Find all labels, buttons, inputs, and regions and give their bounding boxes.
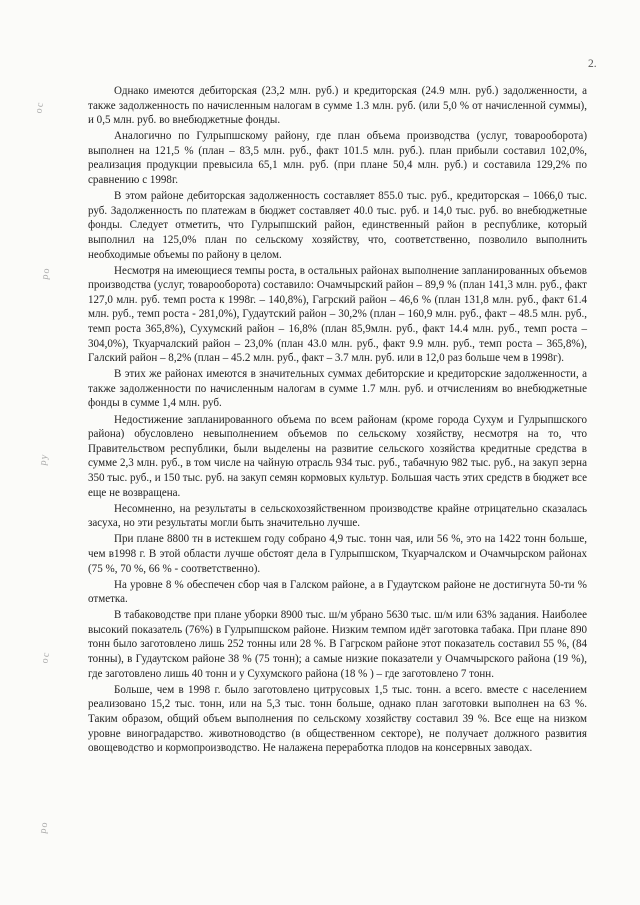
margin-mark: ру xyxy=(37,452,51,467)
page-number: 2. xyxy=(588,58,597,70)
document-body xyxy=(88,84,587,757)
margin-mark: ос xyxy=(39,650,53,665)
paragraph: На уровне 8 % обеспечен сбор чая в Галском районе, а в Гудаутском районе не достигнута 50-ти % отметка. xyxy=(88,578,587,606)
margin-mark: ро xyxy=(37,820,51,835)
paragraph: В этом районе дебиторская задолженность составляет 855.0 тыс. руб., кредиторская – 1066,0 тыс. руб. Задолженность по платежам в бюджет составляет 40.0 тыс. руб. и 14,0 тыс. руб. во внебюджетные фонды. Следует отметить, что Гулрыпшский район, единственный район в республике, который выполнил на 125,0% план по сельскому хозяйству, что, соответственно, позволило выполнить необходимые объемы по району в целом. xyxy=(88,190,587,261)
paragraph: В этих же районах имеются в значительных суммах дебиторские и кредиторские задолженности, а также задолженности по начисленным налогам в сумме 1.7 млн. руб. и отчислениям во внебюджетные фонды в сумме 1,4 млн. руб. xyxy=(88,368,587,410)
margin-mark: ро xyxy=(39,266,53,281)
paragraph: Аналогично по Гулрыпшскому району, где план объема производства (услуг, товарооборота) выполнен на 121,5 % (план – 83,5 млн. руб., факт 101.5 млн. руб.). план прибыли составил 102,0%, реализация продукции превысила 65,1 млн. руб. (при плане 50,4 млн. руб.) и составила 129,2% по сравнению с 1998г. xyxy=(88,130,587,187)
paragraph: Однако имеются дебиторская (23,2 млн. руб.) и кредиторская (24.9 млн. руб.) задолженности, а также задолженность по начисленным налогам в сумме 1.3 млн. руб. (или 5,0 % от начисленной суммы), и 0,5 млн. руб. во внебюджетные фонды. xyxy=(88,85,587,127)
paragraph: При плане 8800 тн в истекшем году собрано 4,9 тыс. тонн чая, или 56 %, это на 1422 тонн больше, чем в1998 г. В этой области лучше обстоят дела в Гулрыпшском, Ткуарчалском и Очамчырском районах (75 %, 70 %, 66 % - соответственно). xyxy=(88,533,587,575)
paragraph: Несомненно, на результаты в сельскохозяйственном производстве крайне отрицательно сказалась засуха, но эти результаты могли быть значительно лучше. xyxy=(88,502,587,530)
paragraph: В табаководстве при плане уборки 8900 тыс. ш/м убрано 5630 тыс. ш/м или 63% задания. Наиболее высокий показатель (76%) в Гулрыпшском районе. Низким темпом идёт заготовка табака. При плане 890 тонн было заготовлено лишь 252 тонны или 28 %. В Гагрском районе этот показатель составил 55 %, (84 тонны), в Гудаутском районе 38 % (75 тонн); а самые низкие показатели у Очамчырского района (19 %), где заготовлено лишь 40 тонн и у Сухумского района (18 % ) – где заготовлено 7 тонн. xyxy=(88,609,587,680)
paragraph: Недостижение запланированного объема по всем районам (кроме города Сухум и Гулрыпшского района) обусловлено невыполнением объемов по сельскому хозяйству, несмотря на то, что Правительством республики, были выделены на развитие сельского хозяйства кредитные средства в сумме 2,3 млн. руб., в том числе на чайную отрасль 934 тыс. руб., табачную 982 тыс. руб., на закуп зерна 350 тыс. руб., и 150 тыс. руб. на закуп семян кормовых культур. Большая часть этих средств в бюджет все еще не возвращена. xyxy=(88,413,587,499)
paragraph: Больше, чем в 1998 г. было заготовлено цитрусовых 1,5 тыс. тонн. а всего. вместе с населением реализовано 15,2 тыс. тонн, или на 5,3 тыс. тонн больше, однако план заготовки выполнен на 63 %. Таким образом, общий объем выполнения по сельскому хозяйству составил 39 %. Все еще на низком уровне виноградарство. животноводство (в общественном секторе), не получает должного развития овощеводство и кормопроизводство. Не налажена переработка плодов на консервных заводах. xyxy=(88,683,587,755)
margin-mark: ос xyxy=(33,100,47,115)
paragraph: Несмотря на имеющиеся темпы роста, в остальных районах выполнение запланированных объемов производства (услуг, товарооборота) составило: Очамчырский район – 89,9 % (план 141,3 млн. руб., факт 127,0 млн. руб. темп роста к 1998г. – 140,8%), Гагрский район – 46,6 % (план 131,8 млн. руб., факт 61.4 млн. руб., темп роста - 281,0%), Гудаутский район – 30,2% (план – 160,9 млн. руб., факт – 48.5 млн. руб., темп роста 365,8%), Сухумский район – 16,8% (план 85,9млн. руб., факт 14.4 млн. руб., темп роста – 304,0%), Ткуарчалский район – 23,0% (план 43.0 млн. руб., факт 9.9 млн. руб., темп роста – 365,8%), Галский район – 8,2% (план – 45.2 млн. руб., факт – 3.7 млн. руб. или в 12,0 раз больше чем в 1998г). xyxy=(88,264,587,365)
